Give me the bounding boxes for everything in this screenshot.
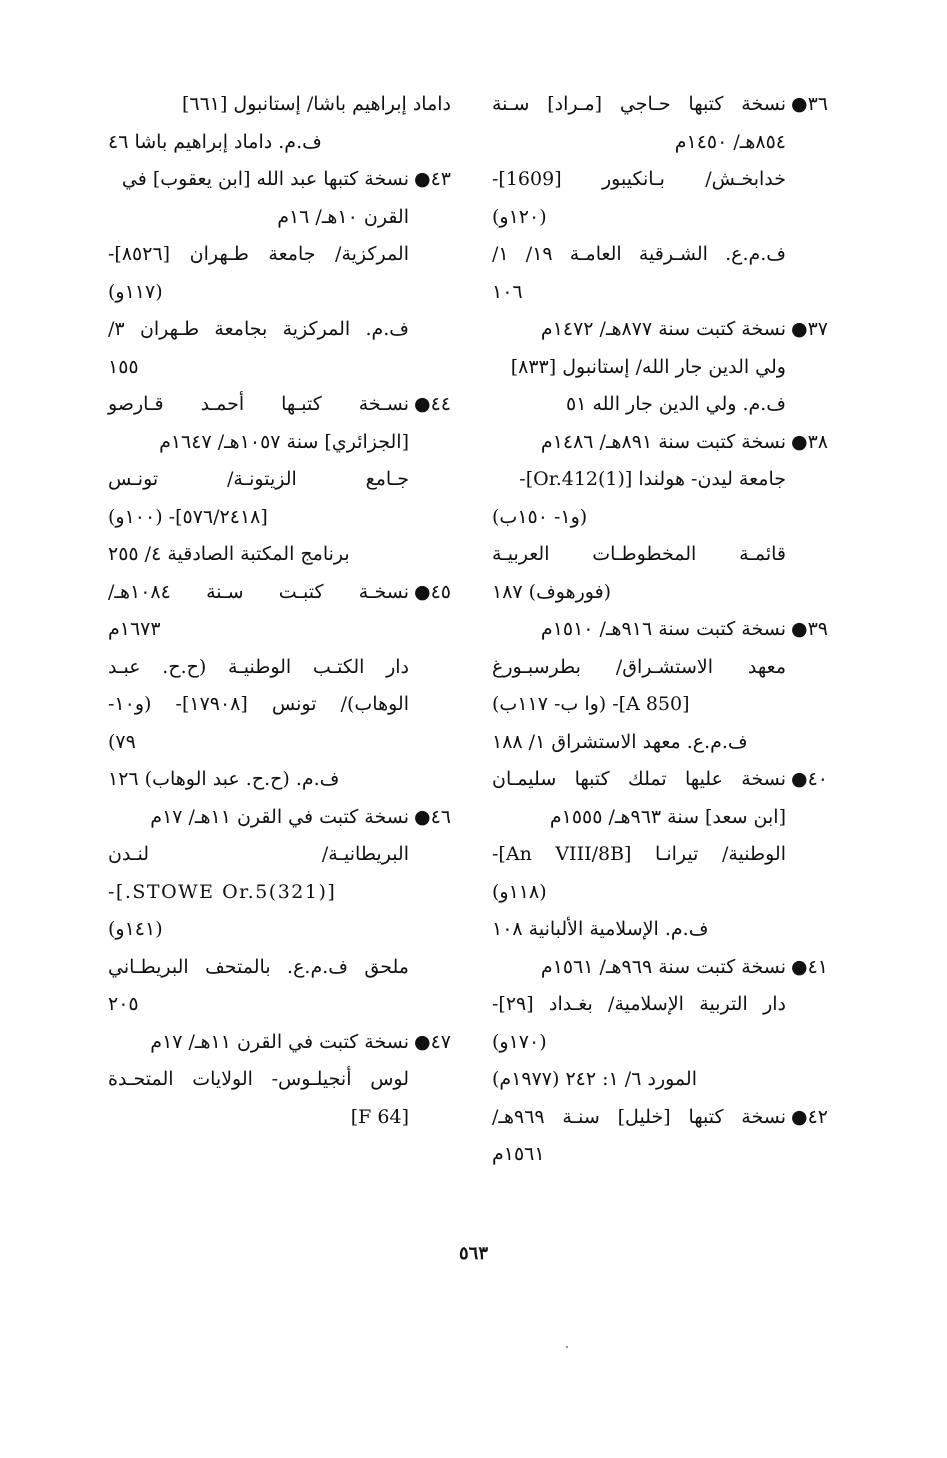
entry-line: (١٧٠و) <box>492 1030 547 1053</box>
entry-line: ولي الدين جار الله/ إستانبول [٨٣٣] <box>510 355 786 378</box>
entry-line: [الجزائري] سنة ١٠٥٧هـ/ ١٦٤٧م <box>159 430 409 453</box>
entry-47 <box>108 1024 451 1137</box>
entry-line: ٧٩) <box>108 730 136 753</box>
entry-number: ٣٧● <box>790 318 828 340</box>
entry-line: خدابخـش/ بـانكيبور [1609]- <box>492 168 786 190</box>
entry-line: القرن ١٠هـ/ ١٦م <box>277 205 409 228</box>
entry-39 <box>492 611 828 761</box>
entry-44 <box>108 386 451 574</box>
entry-43 <box>108 161 451 386</box>
entry-line: (و١- ١٥٠ب) <box>492 505 588 528</box>
entry-40 <box>492 761 828 949</box>
page-number: ٥٦٣ <box>458 1243 488 1264</box>
entry-number: ٣٦● <box>790 93 828 115</box>
entry-line: (١٢٠و) <box>492 205 547 228</box>
entry-line: ١٦٧٣م <box>108 618 161 640</box>
entry-line: معهد الاستشـراق/ بطرسبـورغ <box>492 655 786 678</box>
entry-number: ٤١● <box>790 955 828 978</box>
continuation-entry <box>108 86 451 161</box>
entry-line: المركزية/ جامعة طـهران [٨٥٢٦]- <box>108 243 409 265</box>
entry-line: نسخة كتبت سنة ٩١٦هـ/ ١٥١٠م <box>540 618 786 640</box>
entry-line: نسـخة كتبـها أحمـد قـارصو <box>108 393 409 415</box>
entry-line: ٢٠٥ <box>108 993 139 1015</box>
entry-number: ٤٢● <box>790 1105 828 1128</box>
entry-38 <box>492 424 828 612</box>
entry-line: داماد إبراهيم باشا/ إستانبول [٦٦١] <box>181 93 451 115</box>
entry-line: نسخة كتبت سنة ٨٧٧هـ/ ١٤٧٢م <box>540 318 786 340</box>
entry-line: نسخة كتبها عبد الله [ابن يعقوب] في <box>121 168 409 190</box>
entry-line: دار التربية الإسلامية/ بغـداد [٢٩]- <box>492 993 786 1015</box>
entry-line: دار الكتـب الوطنيـة (ح.ح. عبـد <box>108 655 409 678</box>
entry-45 <box>108 574 451 799</box>
entry-36 <box>492 86 828 311</box>
entry-line: ف.م. (ح.ح. عبد الوهاب) ١٢٦ <box>108 768 340 790</box>
entry-line: [A 850]- (وا ب- ١١٧ب) <box>492 693 690 715</box>
right-column <box>492 86 828 1174</box>
entry-line: نسخة كتبها [خليل] سنـة ٩٦٩هـ/ <box>492 1105 786 1128</box>
entry-line: نسخة كتبت سنة ٨٩١هـ/ ١٤٨٦م <box>540 430 786 453</box>
entry-number: ٤٦● <box>413 805 451 828</box>
entry-46 <box>108 799 451 1024</box>
entry-line: ف.م. الإسلامية الألبانية ١٠٨ <box>492 918 709 940</box>
left-column <box>108 86 451 1136</box>
entry-line: جـامع الزيتونـة/ تونـس <box>108 468 409 490</box>
entry-line: ف.م. المركزية بجامعة طـهران ٣/ <box>108 318 409 340</box>
entry-line: ف.م. ولي الدين جار الله ٥١ <box>565 393 786 415</box>
entry-number: ٤٤● <box>413 393 451 415</box>
entry-line: [ابن سعد] سنة ٩٦٣هـ/ ١٥٥٥م <box>549 805 786 828</box>
entry-line: ف.م. داماد إبراهيم باشا ٤٦ <box>108 130 322 153</box>
entry-line: البريطانيـة/ لنـدن <box>108 843 409 865</box>
entry-line: برنامج المكتبة الصادقية ٤/ ٢٥٥ <box>108 543 350 565</box>
entry-line: المورد ٦/ ١: ٢٤٢ (١٩٧٧م) <box>492 1068 697 1090</box>
entry-line: نسخـة كتبـت سـنة ١٠٨٤هـ/ <box>108 580 409 603</box>
entry-line: جامعة ليدن- هولندا [Or.412(1)]- <box>519 468 786 490</box>
entry-line: ٨٥٤هـ/ ١٤٥٠م <box>674 130 786 153</box>
entry-line: نسخة كتبها حـاجي [مـراد] سـنة <box>492 93 786 115</box>
entry-line: لوس أنجيلـوس- الولايات المتحـدة <box>108 1068 409 1090</box>
scan-speck <box>566 1346 568 1348</box>
entry-line: [(321)STOWE Or.5.]- <box>108 880 337 903</box>
entry-number: ٣٨● <box>790 430 828 453</box>
entry-line: نسخة كتبت في القرن ١١هـ/ ١٧م <box>150 1030 409 1053</box>
entry-line: ملحق ف.م.ع. بالمتحف البريطـاني <box>108 955 409 978</box>
entry-number: ٤٧● <box>413 1030 451 1053</box>
entry-line: الوهاب)/ تونس [١٧٩٠٨]- (و١٠- <box>108 693 409 715</box>
entry-37 <box>492 311 828 424</box>
entry-line: نسخة كتبت سنة ٩٦٩هـ/ ١٥٦١م <box>540 955 786 978</box>
entry-42 <box>492 1099 828 1174</box>
entry-line: الوطنية/ تيرانـا [An VIII/8B]- <box>492 843 786 865</box>
entry-41 <box>492 949 828 1099</box>
entry-number: ٤٣● <box>413 168 451 190</box>
entry-line: [F 64] <box>350 1105 409 1128</box>
entry-line: (١١٨و) <box>492 880 547 903</box>
entry-line: (١٤١و) <box>108 918 163 940</box>
entry-number: ٤٥● <box>413 580 451 603</box>
entry-line: ١٠٦ <box>492 280 523 303</box>
entry-line: [٥٧٦/٢٤١٨]- (١٠٠و) <box>108 505 268 528</box>
entry-line: ف.م.ع. الشـرقية العامـة ١٩/ ١/ <box>492 243 786 265</box>
entry-line: نسخة كتبت في القرن ١١هـ/ ١٧م <box>150 805 409 828</box>
entry-line: نسخة عليها تملك كتبها سليمـان <box>492 768 786 790</box>
entry-line: ١٥٦١م <box>492 1143 545 1165</box>
entry-line: قائمـة المخطوطـات العربيـة <box>492 543 786 565</box>
entry-line: ف.م.ع. معهد الاستشراق ١/ ١٨٨ <box>492 730 748 753</box>
entry-line: (١١٧و) <box>108 280 163 303</box>
entry-number: ٣٩● <box>790 618 828 640</box>
entry-line: (فورهوف) ١٨٧ <box>492 580 612 603</box>
entry-line: ١٥٥ <box>108 355 139 378</box>
entry-number: ٤٠● <box>790 768 828 790</box>
